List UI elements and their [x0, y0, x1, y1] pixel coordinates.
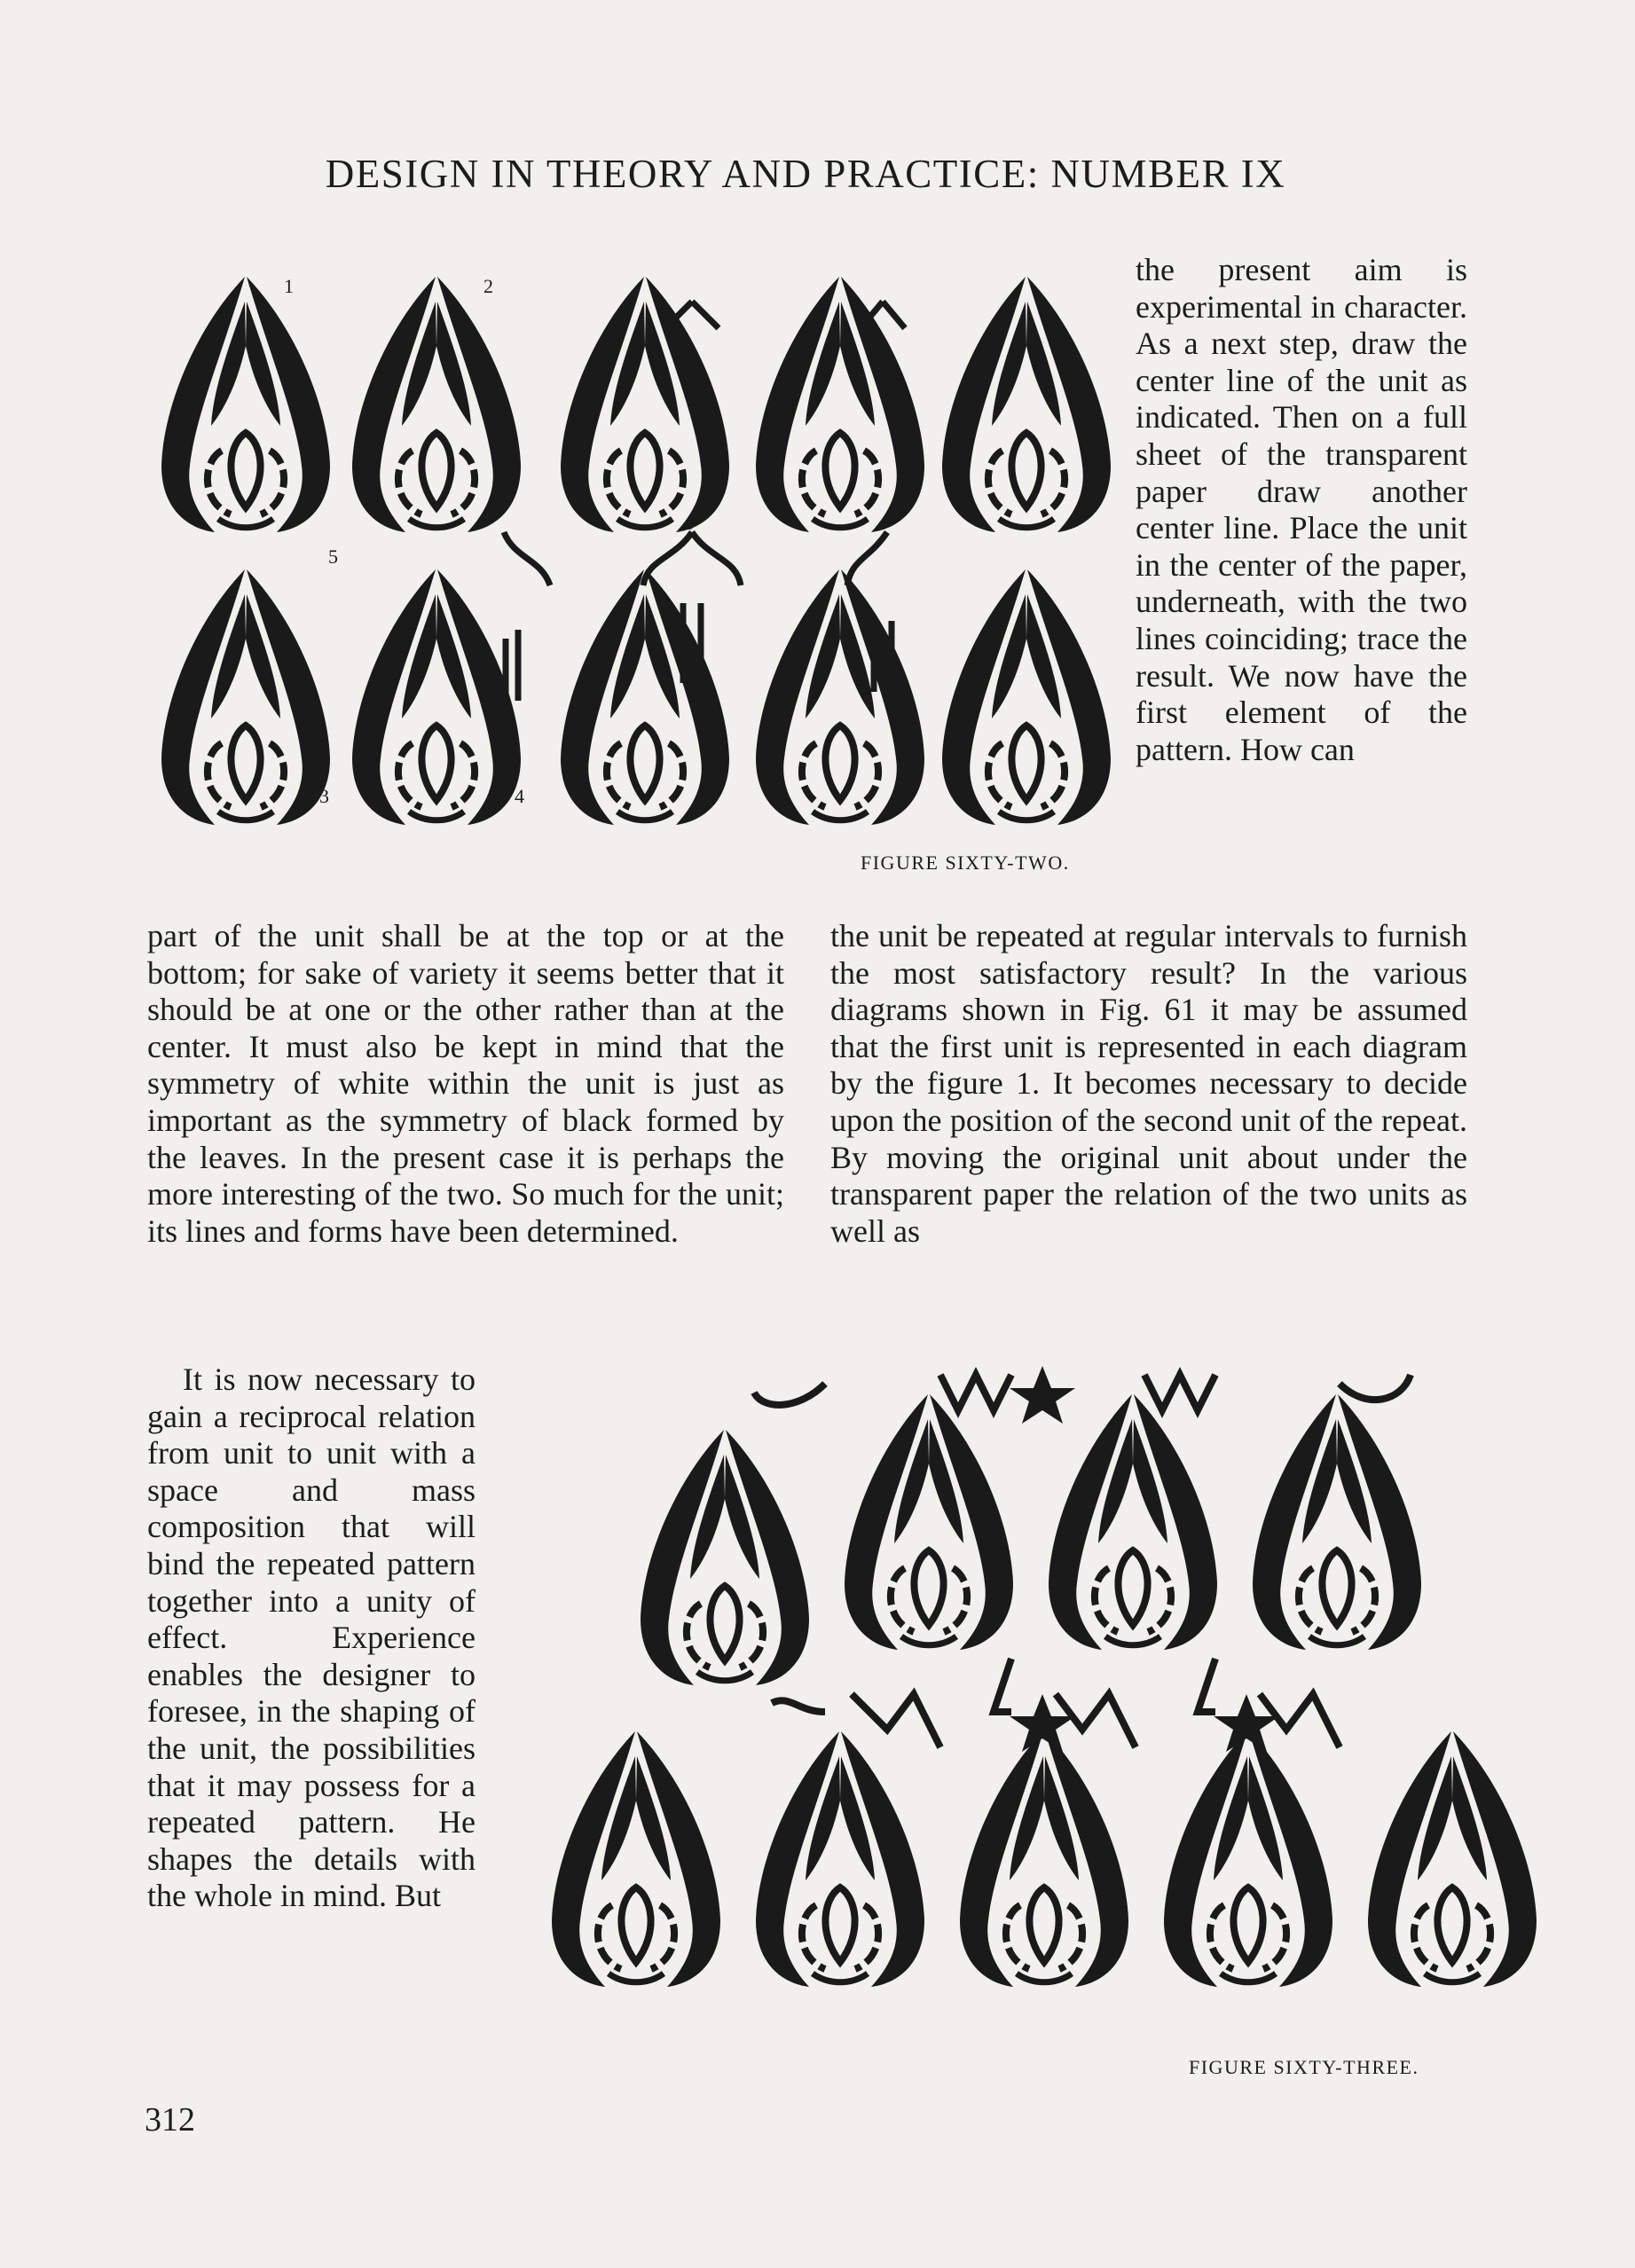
unit-row-1	[161, 277, 1111, 532]
figure-62-caption: FIGURE SIXTY-TWO.	[861, 851, 1070, 874]
left-paragraph-2: It is now necessary to gain a reciprocal relation from unit to unit with a space and mass composition that will bind the repeated pattern together into a unity of effect. Experience enables the designer to foresee, in the shaping of the unit, the possibilities that it may possess for a repeated pattern. He shapes the details with the whole in mind. But	[147, 1362, 476, 1914]
right-top-paragraph: the present aim is experimental in character. As a next step, draw the center line of the unit as indicated. Then on a full sheet of the transparent paper draw another center line. Place the unit in the center of the paper, underneath, with the two lines coinciding; trace the result. We now have the first element of the pattern. How can	[1136, 252, 1467, 767]
pattern-unit	[942, 277, 1111, 532]
left-column	[147, 918, 784, 1250]
page-title: DESIGN IN THEORY AND PRACTICE: NUMBER IX	[325, 152, 1286, 196]
unit-number: 5	[328, 545, 338, 568]
figure-62-illustration	[151, 266, 1118, 834]
pattern-unit	[1253, 1394, 1421, 1650]
pattern-unit	[352, 569, 521, 825]
right-middle-column	[830, 918, 1467, 1250]
pattern-unit	[552, 1731, 720, 1987]
pattern-unit	[756, 1731, 924, 1987]
figure-63-caption: FIGURE SIXTY-THREE.	[1189, 2056, 1419, 2078]
unit-number: 4	[515, 785, 524, 807]
left-narrow-column	[147, 1362, 476, 1915]
right-top-column	[1136, 252, 1467, 768]
pattern-unit	[1368, 1731, 1537, 1987]
right-middle-paragraph: the unit be repeated at regular intervals to furnish the most satisfactory result? In the various diagrams shown in Fig. 61 it may be assumed that the first unit is represented in each diagram by the figure 1. It becomes necessary to decide upon the position of the second unit of the repeat. By moving the original unit about under the transparent paper the relation of the two units as well as	[830, 918, 1467, 1249]
pattern-unit	[960, 1731, 1128, 1987]
figure-63-row-2	[552, 1731, 1537, 1987]
unit-number: 3	[319, 785, 329, 807]
pattern-unit	[1164, 1731, 1332, 1987]
pattern-unit	[161, 277, 330, 532]
page-number: 312	[145, 2101, 195, 2139]
left-paragraph-1: part of the unit shall be at the top or at the bottom; for sake of variety it seems better that it should be at one or the other rather than at the center. It must also be kept in mind that the symmetry of white within the unit is just as important as the symmetry of black formed by the leaves. In the present case it is perhaps the more interesting of the two. So much for the unit; its lines and forms have been determined.	[147, 918, 784, 1249]
pattern-unit	[352, 277, 521, 532]
unit-number: 1	[284, 275, 294, 297]
pattern-unit	[756, 569, 924, 825]
pattern-unit	[1049, 1394, 1217, 1650]
pattern-unit	[641, 1430, 809, 1685]
pattern-unit	[756, 277, 924, 532]
pattern-unit	[161, 569, 330, 825]
pattern-unit	[845, 1394, 1013, 1650]
unit-row-2	[161, 569, 1111, 825]
figure-63-illustration	[532, 1357, 1526, 2058]
unit-number: 2	[483, 275, 493, 297]
figure-63-row-1	[641, 1394, 1421, 1685]
pattern-unit	[942, 569, 1111, 825]
